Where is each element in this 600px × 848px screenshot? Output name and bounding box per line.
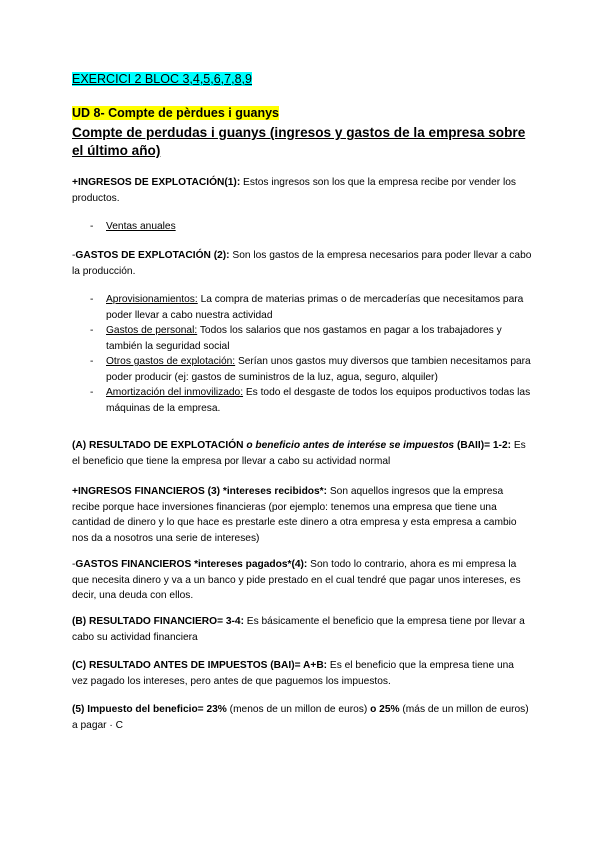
resultado-antes-impuestos-paragraph: (C) RESULTADO ANTES DE IMPUESTOS (BAI)= A+B: Es el beneficio que la empresa tiene una vez pagado los intereses, pero antes de que paguemos los impuestos. (72, 660, 514, 687)
gastos-explotacion-paragraph: -GASTOS DE EXPLOTACIÓN (2): Son los gastos de la empresa necesarios para poder llevar a cabo la producción. (72, 250, 532, 277)
impuesto-paragraph: (5) Impuesto del beneficio= 23% (menos de un millon de euros) o 25% (más de un millon de euros) a pagar · C (72, 704, 529, 731)
list-item: - Otros gastos de explotación: Serían unos gastos muy diversos que tambien necesitamos para poder producir (ej: gastos de suministros de la luz, agua, seguro, alquiler) (72, 354, 532, 385)
list-item: - Gastos de personal: Todos los salarios que nos gastamos en pagar a los trabajadores y también la seguridad social (72, 323, 532, 354)
list-item: - Amortización del inmovilizado: Es todo el desgaste de todos los equipos productivos todas las máquinas de la empresa. (72, 385, 532, 416)
ingresos-explotacion-paragraph: +INGRESOS DE EXPLOTACIÓN(1): Estos ingresos son los que la empresa recibe por vender los productos. (72, 177, 516, 204)
gastos-list (72, 292, 532, 416)
ingresos-list (72, 219, 532, 235)
list-item: - Aprovisionamientos: La compra de materias primas o de mercaderías que necesitamos para poder llevar a cabo nuestra actividad (72, 292, 532, 323)
subtitle: Compte de perdudas i guanys (ingresos y gastos de la empresa sobre el último año) (72, 125, 526, 158)
list-item: - Ventas anuales (72, 219, 532, 235)
gastos-financieros-paragraph: -GASTOS FINANCIEROS *intereses pagados*(4): Son todo lo contrario, ahora es mi empresa la que necesita dinero y va a un banco y pide prestado en el cual tendré que pagar unos intereses, es decir, una deuda con ellos. (72, 559, 521, 601)
unit-title: UD 8- Compte de pèrdues i guanys (72, 106, 279, 120)
resultado-financiero-paragraph: (B) RESULTADO FINANCIERO= 3-4: Es básicamente el beneficio que la empresa tiene por llevar a cabo su actividad financiera (72, 616, 525, 643)
resultado-explotacion-paragraph: (A) RESULTADO DE EXPLOTACIÓN o beneficio antes de interése se impuestos (BAII)= 1-2: Es el beneficio que tiene la empresa por llevar a cabo su actividad normal (72, 440, 526, 467)
exercise-title: EXERCICI 2 BLOC 3,4,5,6,7,8,9 (72, 72, 252, 86)
ingresos-financieros-paragraph: +INGRESOS FINANCIEROS (3) *intereses recibidos*: Son aquellos ingresos que la empresa recibe porque hace inversiones financieras (por ejemplo: tenemos una empresa que tiene una cantidad de dinero y lo que hace es prestarle este dinero a otra empresa y esta empresa a cambio nos da a nosotros una serie de intereses) (72, 486, 517, 544)
